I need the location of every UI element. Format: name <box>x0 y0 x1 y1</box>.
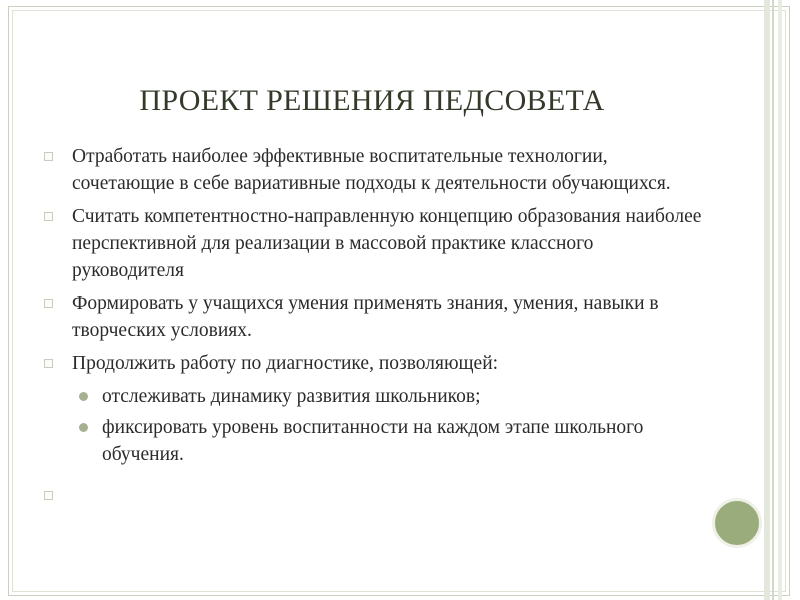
decorative-bar <box>772 0 774 600</box>
slide-content <box>44 143 704 509</box>
decorative-bar <box>764 0 770 600</box>
list-item-text: Считать компетентностно-направленную концепцию образования наиболее перспективной для реализации в массовой практике классного руководителя <box>72 206 702 281</box>
list-item-text: Отработать наиболее эффективные воспитательные технологии, сочетающие в себе вариативные подходы к деятельности обучающихся. <box>72 146 671 194</box>
list-item <box>44 290 704 344</box>
list-item-text: Формировать у учащихся умения применять знания, умения, навыки в творческих условиях. <box>72 293 659 341</box>
slide-title: ПРОЕКТ РЕШЕНИЯ ПЕДСОВЕТА <box>139 84 605 117</box>
list-item <box>44 350 704 377</box>
list-item <box>44 203 704 284</box>
empty-list-item <box>44 482 704 509</box>
decorative-bar <box>778 0 782 600</box>
dot-bullet-icon <box>79 392 88 401</box>
dot-bullet-icon <box>79 423 88 432</box>
square-bullet-icon <box>44 299 53 308</box>
square-bullet-icon <box>44 152 53 161</box>
square-bullet-icon <box>44 212 53 221</box>
sub-list-item <box>44 414 704 468</box>
square-bullet-icon <box>44 359 53 368</box>
sub-list-item-text: отслеживать динамику развития школьников; <box>102 386 481 407</box>
square-bullet-icon <box>44 491 53 500</box>
sub-list-item <box>44 383 704 410</box>
list-item-text: Продолжить работу по диагностике, позволяющей: <box>72 353 499 374</box>
list-item <box>44 143 704 197</box>
decorative-circle-icon <box>712 498 762 548</box>
sub-list-item-text: фиксировать уровень воспитанности на каждом этапе школьного обучения. <box>102 417 644 465</box>
